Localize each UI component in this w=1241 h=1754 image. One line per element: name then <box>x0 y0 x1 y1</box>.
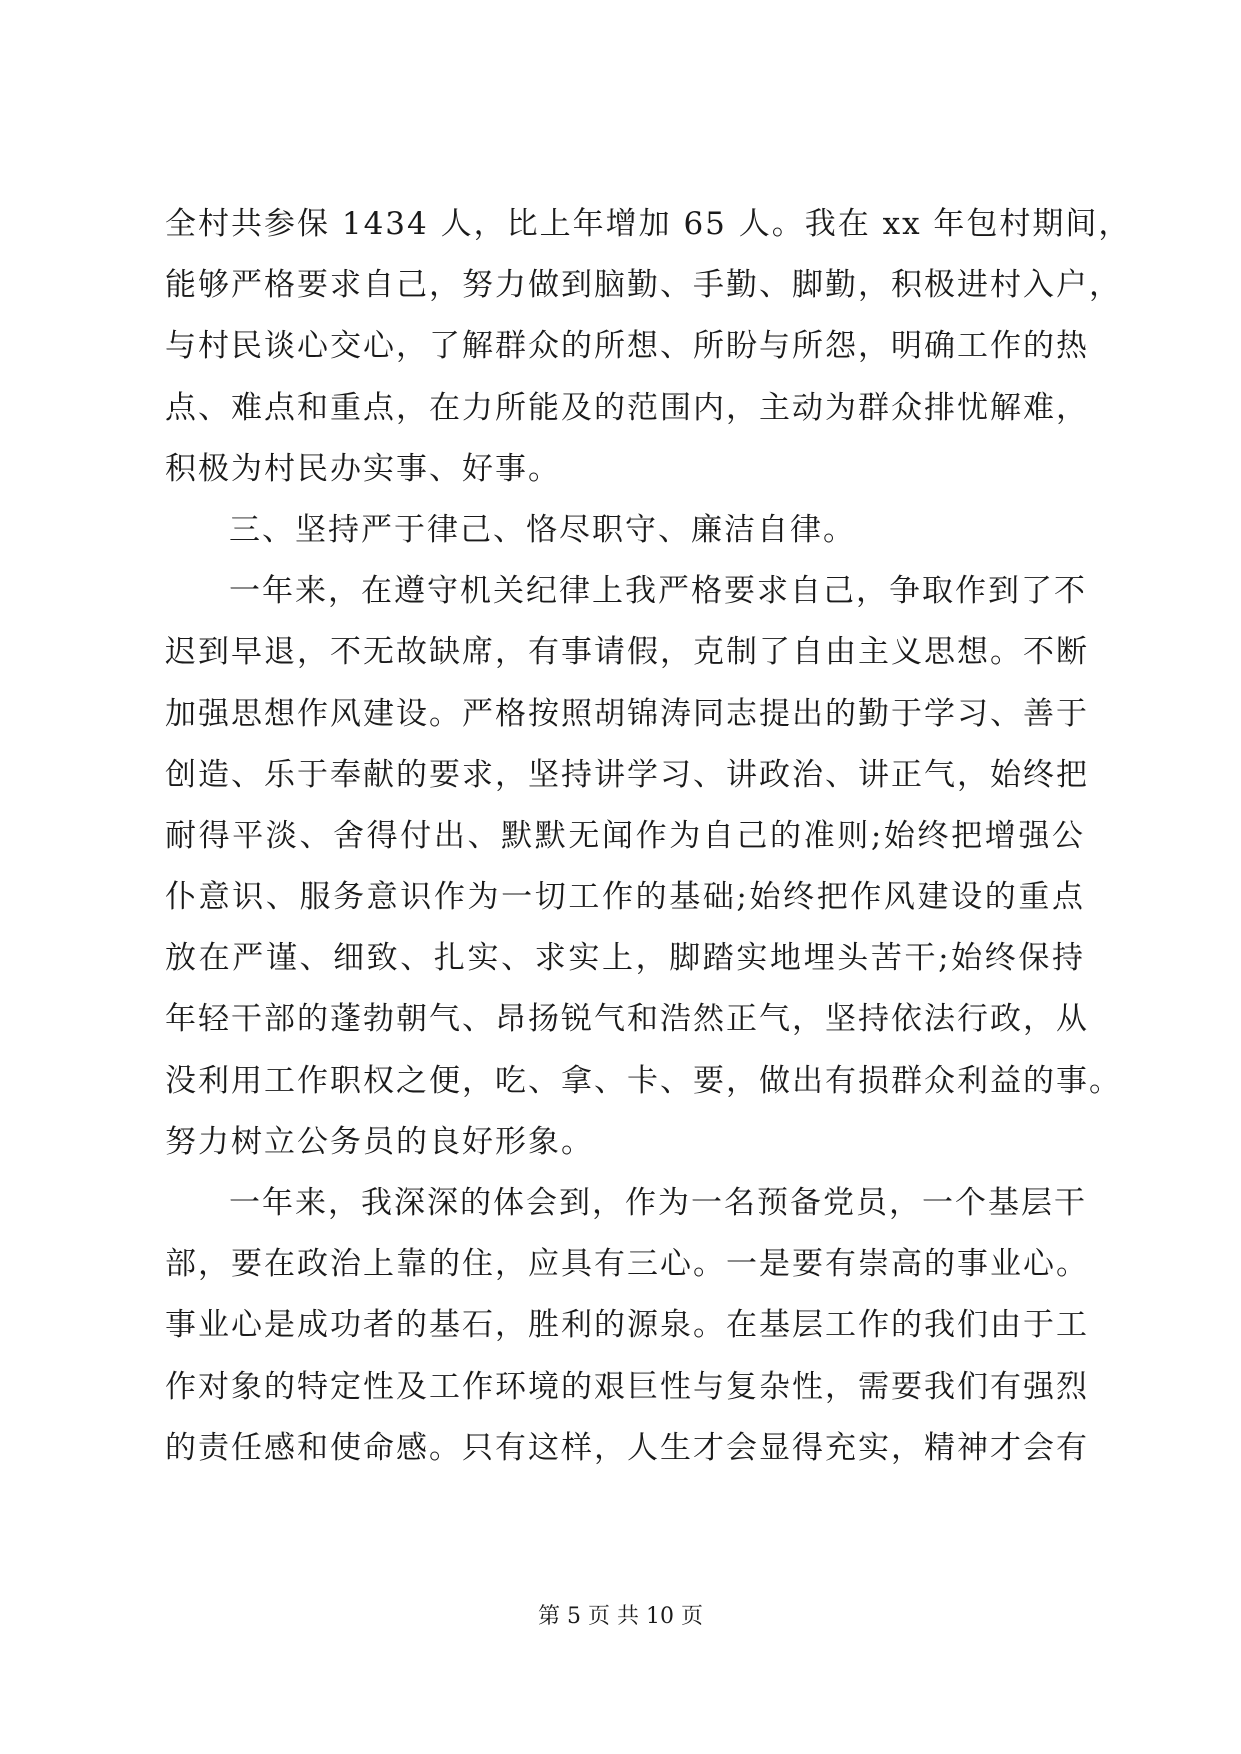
text-line: 积极为村民办实事、好事。 <box>165 450 561 487</box>
text-line: 部，要在政治上靠的住，应具有三心。一是要有崇高的事业心。 <box>165 1246 1089 1283</box>
text-line: 能够严格要求自己，努力做到脑勤、手勤、脚勤，积极进村入户， <box>165 267 1122 304</box>
text-line: 仆意识、服务意识作为一切工作的基础;始终把作风建设的重点 <box>165 879 1085 916</box>
text-line: 年轻干部的蓬勃朝气、昂扬锐气和浩然正气，坚持依法行政，从 <box>165 1001 1089 1038</box>
text-line: 点、难点和重点，在力所能及的范围内，主动为群众排忧解难， <box>165 389 1089 426</box>
text-line: 没利用工作职权之便，吃、拿、卡、要，做出有损群众利益的事。 <box>165 1062 1122 1099</box>
text-line: 创造、乐于奉献的要求，坚持讲学习、讲政治、讲正气，始终把 <box>165 756 1089 793</box>
text-line: 事业心是成功者的基石，胜利的源泉。在基层工作的我们由于工 <box>165 1307 1089 1344</box>
section-heading: 三、坚持严于律己、恪尽职守、廉洁自律。 <box>229 511 856 548</box>
text-line: 全村共参保 1434 人，比上年增加 65 人。我在 xx 年包村期间， <box>165 206 1132 242</box>
text-line: 放在严谨、细致、扎实、求实上，脚踏实地埋头苦干;始终保持 <box>165 940 1085 977</box>
text-line: 加强思想作风建设。严格按照胡锦涛同志提出的勤于学习、善于 <box>165 695 1089 732</box>
text-line: 迟到早退，不无故缺席，有事请假，克制了自由主义思想。不断 <box>165 634 1089 671</box>
text-line: 作对象的特定性及工作环境的艰巨性与复杂性，需要我们有强烈 <box>165 1368 1089 1405</box>
text-line: 一年来，我深深的体会到，作为一名预备党员，一个基层干 <box>229 1185 1087 1221</box>
text-line: 努力树立公务员的良好形象。 <box>165 1123 594 1160</box>
text-line: 耐得平淡、舍得付出、默默无闻作为自己的准则;始终把增强公 <box>165 817 1085 854</box>
document-body <box>165 194 1132 1479</box>
text-line: 一年来，在遵守机关纪律上我严格要求自己，争取作到了不 <box>229 573 1087 610</box>
page-number-footer: 第 5 页 共 10 页 <box>538 1604 703 1629</box>
text-line: 与村民谈心交心，了解群众的所想、所盼与所怨，明确工作的热 <box>165 328 1089 365</box>
text-line: 的责任感和使命感。只有这样，人生才会显得充实，精神才会有 <box>165 1429 1089 1466</box>
